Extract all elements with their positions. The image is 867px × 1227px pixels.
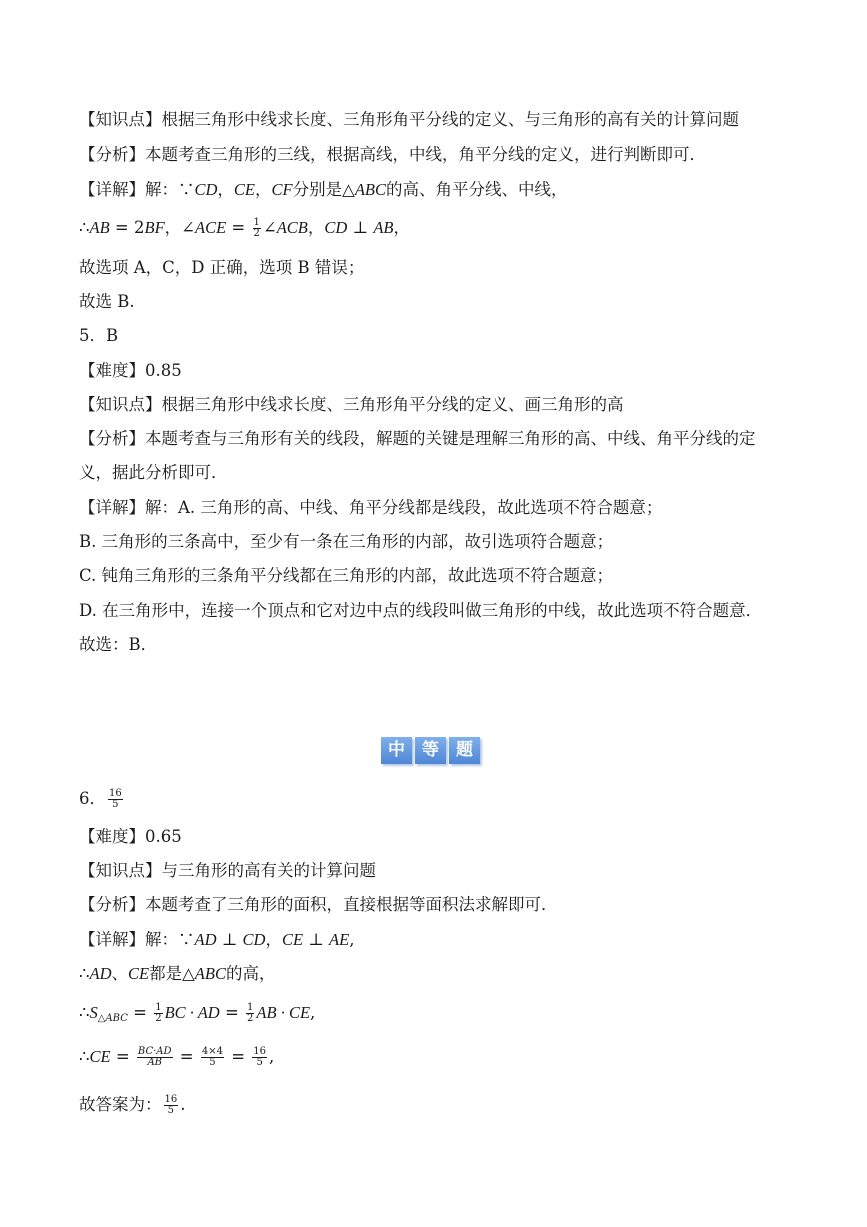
fraction-denominator: 5 [167, 1105, 175, 1116]
math-var: ACB [276, 218, 308, 237]
text: ∴ [79, 964, 90, 983]
solution-line: 【详解】解：A. 三角形的高、中线、角平分线都是线段，故此选项不符合题意； [79, 498, 663, 517]
math-var: CD [324, 218, 348, 237]
badge-char: 等 [415, 737, 446, 764]
fraction-numerator: 16 [109, 788, 122, 799]
math-var: CE [233, 180, 256, 199]
text: = 2 [109, 218, 145, 237]
fraction-denominator: 5 [256, 1057, 263, 1068]
text: = [127, 1003, 153, 1022]
math-var: ABC [194, 964, 226, 983]
text: = [219, 1003, 245, 1022]
badge-char: 题 [449, 737, 480, 764]
difficulty-line: 【难度】0.85 [79, 361, 182, 380]
knowledge-point-line: 【知识点】根据三角形中线求长度、三角形角平分线的定义、与三角形的高有关的计算问题 [79, 110, 739, 129]
math-var: CD [194, 180, 218, 199]
solution-line [79, 928, 354, 952]
fraction-numerator: 4×4 [201, 1046, 223, 1057]
text: ∴ [79, 1047, 90, 1066]
text: ， [265, 930, 282, 949]
text: 的高、角平分线、中线， [385, 180, 568, 199]
math-var: AE [329, 930, 350, 949]
text: , [310, 1003, 316, 1022]
therefore-line [79, 216, 410, 240]
text: ， [255, 180, 272, 199]
text: ，∠ [164, 218, 195, 237]
fraction [108, 789, 123, 810]
ce-equation-line [79, 1045, 274, 1069]
fraction-denominator: 2 [247, 1013, 254, 1024]
text: 6． [79, 789, 106, 808]
math-var: CD [242, 930, 266, 949]
text: 故答案为： [79, 1095, 162, 1114]
fraction-numerator: 1 [253, 217, 260, 228]
fraction-denominator: 2 [253, 228, 260, 239]
math-var: AB [373, 218, 394, 237]
text: 的高， [225, 964, 276, 983]
text: , [349, 930, 355, 949]
fraction [246, 1003, 254, 1024]
difficulty-line: 【难度】0.65 [79, 827, 182, 846]
text: 都是△ [149, 964, 195, 983]
fraction-denominator: 5 [209, 1057, 216, 1068]
analysis-line: 【分析】本题考查与三角形有关的线段，解题的关键是理解三角形的高、中线、角平分线的定 [79, 429, 756, 448]
analysis-line: 【分析】本题考查了三角形的面积，直接根据等面积法求解即可． [79, 895, 558, 914]
knowledge-point-line: 【知识点】与三角形的高有关的计算问题 [79, 861, 376, 880]
text: = [174, 1047, 199, 1066]
fraction-numerator: BC·AD [137, 1046, 172, 1057]
text: ， [307, 218, 325, 237]
option-b-line: B. 三角形的三条高中，至少有一条在三角形的内部，故引选项符合题意； [79, 532, 614, 551]
fraction-denominator: AB [147, 1057, 163, 1068]
fraction-denominator: 2 [155, 1013, 162, 1024]
math-var: ACE [195, 218, 227, 237]
fraction [253, 218, 261, 239]
text: ∴ [79, 218, 90, 237]
text: ， [217, 180, 234, 199]
fraction-numerator: 16 [164, 1094, 178, 1105]
math-var: CE [281, 930, 304, 949]
text: 分别是△ [292, 180, 355, 199]
text: = [225, 1047, 251, 1066]
text: ⊥ [347, 218, 374, 237]
option-d-line: D. 在三角形中，连接一个顶点和它对边中点的线段叫做三角形的中线，故此选项不符合题意． [79, 601, 763, 620]
text: ⊥ [216, 930, 243, 949]
fraction-denominator: 5 [112, 799, 119, 810]
text: , [269, 1047, 275, 1066]
math-var: AD [194, 930, 217, 949]
fraction [137, 1047, 173, 1068]
text: ∴ [79, 1003, 90, 1022]
fraction [154, 1003, 162, 1024]
text: = [226, 218, 251, 237]
analysis-line: 【分析】本题考查三角形的三线，根据高线，中线，角平分线的定义，进行判断即可． [79, 145, 706, 164]
math-var: BF [144, 218, 165, 237]
knowledge-point-line: 【知识点】根据三角形中线求长度、三角形角平分线的定义、画三角形的高 [79, 395, 624, 414]
text: 【详解】解：∵ [79, 930, 195, 949]
subscript: △ABC [97, 1013, 128, 1024]
area-equation-line [79, 1001, 315, 1031]
section-badge [381, 737, 480, 764]
math-var: AB · CE [256, 1003, 311, 1022]
math-var: CE [128, 964, 150, 983]
question-number [79, 787, 125, 811]
badge-char: 中 [381, 737, 412, 764]
fraction [252, 1047, 267, 1068]
text: ∠ [262, 218, 277, 237]
fraction-numerator: 1 [155, 1002, 162, 1013]
fraction-numerator: 1 [247, 1002, 254, 1013]
analysis-line-cont: 义，据此分析即可． [79, 463, 228, 482]
question-number: 5．B [79, 326, 119, 345]
final-answer-line [79, 1093, 185, 1117]
text: 、 [111, 964, 128, 983]
solution-line [79, 178, 567, 202]
fraction-numerator: 16 [253, 1046, 267, 1057]
math-var: S [89, 1003, 98, 1022]
answer-line: 故选 B. [79, 292, 135, 311]
text: ⊥ [303, 930, 330, 949]
math-var: CE [89, 1047, 111, 1066]
math-var: CF [271, 180, 293, 199]
fraction [201, 1047, 224, 1068]
fraction [164, 1095, 179, 1116]
math-var: ABC [354, 180, 386, 199]
math-var: BC · AD [164, 1003, 220, 1022]
text: ， [393, 218, 410, 237]
text: 【详解】解：∵ [79, 180, 195, 199]
math-var: AB [89, 218, 110, 237]
text: = [110, 1047, 135, 1066]
therefore-line [79, 962, 275, 986]
text: . [180, 1095, 186, 1114]
conclusion-line: 故选项 A，C，D 正确，选项 B 错误； [79, 258, 365, 277]
math-var: AD [89, 964, 112, 983]
answer-line: 故选：B． [79, 635, 158, 654]
option-c-line: C. 钝角三角形的三条角平分线都在三角形的内部，故此选项不符合题意； [79, 566, 614, 585]
